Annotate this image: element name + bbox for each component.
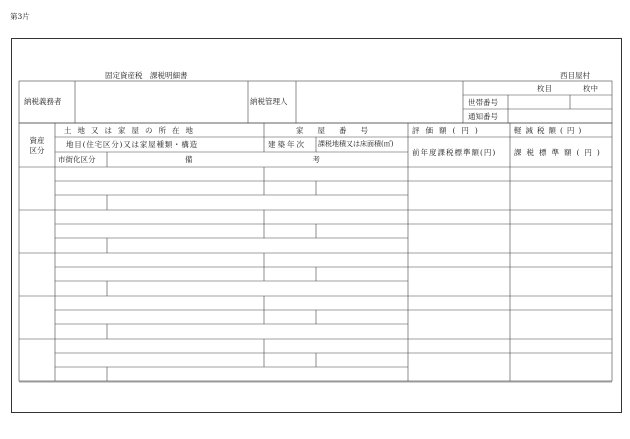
tax-standard-header: 課税標準額(円)	[514, 148, 605, 157]
municipality: 西目屋村	[560, 71, 590, 80]
taxpayer-label: 納税義務者	[24, 97, 62, 106]
house-no-header: 家屋番号	[296, 126, 382, 135]
valuation-header: 評価額(円)	[412, 126, 484, 135]
area-header: 課税地積又は床面積(㎡)	[318, 140, 394, 148]
page-of-label: 枚目	[537, 84, 552, 93]
notice-no-label: 通知番号	[468, 112, 498, 121]
build-year-header: 建築年次	[268, 140, 306, 149]
form-title: 固定資産税 課税明細書	[105, 71, 188, 80]
household-no-label: 世帯番号	[468, 98, 498, 107]
remarks-header: 備考	[185, 155, 440, 164]
prev-standard-header: 前年度課税標準額(円)	[412, 148, 497, 157]
asset-class-label: 資産区分	[29, 136, 45, 155]
sheet-label: 第3片	[10, 12, 30, 21]
land-type-header: 地目(住宅区分)又は家屋種類・構造	[66, 140, 198, 149]
urban-class-header: 市街化区分	[58, 155, 96, 164]
reduced-tax-header: 軽減税額(円)	[514, 126, 586, 135]
location-header: 土地又は家屋の所在地	[64, 126, 199, 135]
page-total-label: 枚中	[583, 84, 598, 93]
tax-manager-label: 納税管理人	[250, 97, 288, 106]
